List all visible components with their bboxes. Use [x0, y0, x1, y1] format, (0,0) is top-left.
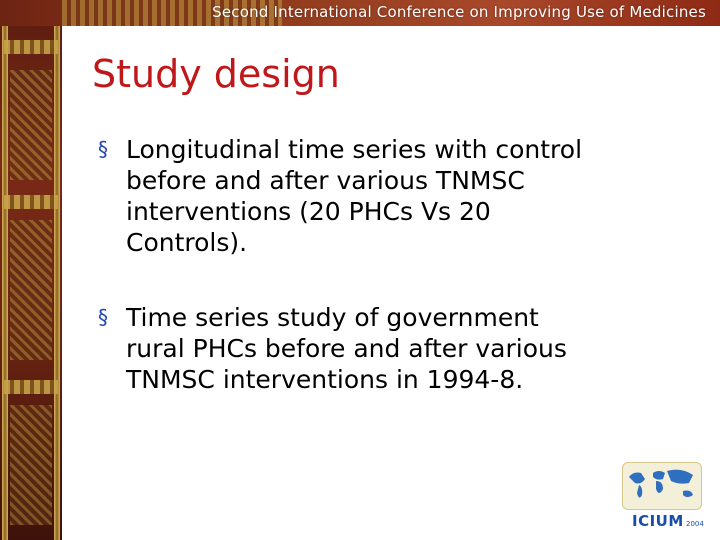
logo-text: ICIUM — [632, 512, 684, 530]
bullet-list — [98, 134, 698, 395]
carved-panel — [10, 220, 52, 360]
world-map-graphic — [623, 463, 701, 509]
pillar-left — [2, 0, 8, 540]
gold-band — [4, 40, 58, 54]
bullet-line: interventions (20 PHCs Vs 20 — [126, 197, 491, 226]
pillar-right — [54, 0, 60, 540]
bullet-item — [98, 302, 698, 395]
icium-logo — [612, 462, 710, 536]
bullet-item — [98, 134, 698, 258]
conference-title: Second International Conference on Improving Use of Medicines — [212, 3, 706, 21]
bullet-line: before and after various TNMSC — [126, 166, 525, 195]
carved-panel — [10, 405, 52, 525]
bullet-line: TNMSC interventions in 1994-8. — [126, 365, 524, 394]
bullet-line: Longitudinal time series with control — [126, 135, 583, 164]
gold-band — [4, 380, 58, 394]
bullet-marker-icon: § — [98, 305, 108, 329]
header-banner — [0, 0, 720, 26]
bullet-line: rural PHCs before and after various — [126, 334, 567, 363]
bullet-line: Controls). — [126, 228, 248, 257]
world-map-icon — [622, 462, 702, 510]
logo-year: 2004 — [686, 520, 704, 528]
carved-panel — [10, 70, 52, 180]
slide-title: Study design — [92, 52, 340, 96]
gold-band — [4, 195, 58, 209]
bullet-marker-icon: § — [98, 137, 108, 161]
bullet-line: Time series study of government — [126, 303, 539, 332]
temple-artwork — [0, 0, 62, 540]
